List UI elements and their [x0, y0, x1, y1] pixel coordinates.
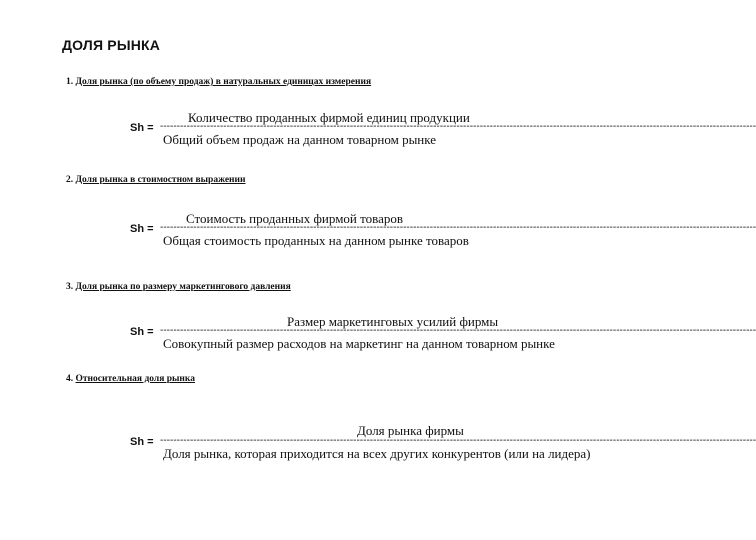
formula-numerator: Доля рынка фирмы — [357, 423, 464, 438]
section-number: 3. — [66, 282, 74, 292]
section-number: 2. — [66, 175, 74, 185]
section-heading-text: Относительная доля рынка — [75, 374, 195, 384]
formula-numerator: Количество проданных фирмой единиц продукции — [188, 110, 470, 125]
section-number: 1. — [66, 77, 74, 87]
fraction-divider: ----------------------------------------------------------------------------------------------------------------------------------------------------------------------------------- — [160, 222, 756, 233]
share-symbol: Sh = — [130, 223, 154, 235]
section-heading-text: Доля рынка по размеру маркетингового давления — [75, 282, 291, 292]
section-heading-text: Доля рынка в стоимостном выражении — [75, 175, 246, 185]
formula-denominator: Общий объем продаж на данном товарном рынке — [163, 132, 437, 147]
section-heading — [66, 374, 195, 384]
section-heading — [66, 282, 291, 292]
section-heading — [66, 77, 371, 87]
page-title: ДОЛЯ РЫНКА — [62, 37, 161, 53]
formula-denominator: Совокупный размер расходов на маркетинг на данном товарном рынке — [163, 336, 555, 351]
section-heading-text: Доля рынка (по объему продаж) в натуральных единицах измерения — [75, 77, 372, 87]
share-symbol: Sh = — [130, 436, 154, 448]
formula-denominator: Доля рынка, которая приходится на всех других конкурентов (или на лидера) — [163, 446, 591, 461]
formula-numerator: Размер маркетинговых усилий фирмы — [287, 314, 499, 329]
formula-denominator: Общая стоимость проданных на данном рынке товаров — [163, 233, 469, 248]
fraction-divider: ----------------------------------------------------------------------------------------------------------------------------------------------------------------------------------- — [160, 435, 756, 446]
fraction-divider: ----------------------------------------------------------------------------------------------------------------------------------------------------------------------------------- — [160, 121, 756, 132]
share-symbol: Sh = — [130, 326, 154, 338]
share-symbol: Sh = — [130, 122, 154, 134]
formula-numerator: Стоимость проданных фирмой товаров — [186, 211, 404, 226]
section-heading — [66, 175, 245, 185]
section-number: 4. — [66, 374, 74, 384]
fraction-divider: ----------------------------------------------------------------------------------------------------------------------------------------------------------------------------------- — [160, 325, 756, 336]
